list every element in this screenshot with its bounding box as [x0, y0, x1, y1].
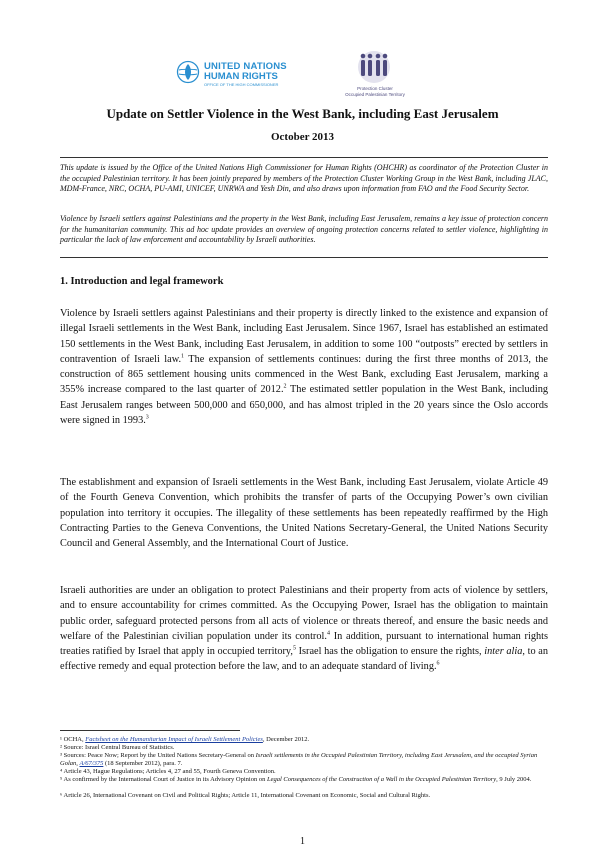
intro-paragraph-1: This update is issued by the Office of the United Nations High Commissioner for Human Rights (OHCHR) as coordinator of the Protection Cluster in the occupied Palestinian territory. It has been jointly prepared by members of the Protection Cluster Working Group in the West Bank, including JLAC, MDM-France, NRC, OCHA, PU-AMI, UNICEF, UNRWA and Yesh Din, and also draws upon information from FAO and the Food Security Sector.: [60, 163, 548, 194]
footnote-3: [60, 752, 548, 768]
intro-box: [60, 157, 548, 258]
fn3-pre: ³ Sources: Peace Now; Report by the United Nations Secretary-General on: [60, 752, 256, 759]
fn1-link[interactable]: Factsheet on the Humanitarian Impact of Israeli Settlement Policies: [85, 736, 263, 743]
footnote-separator: [60, 730, 240, 731]
section-heading: 1. Introduction and legal framework: [60, 276, 224, 287]
footnote-ref-6[interactable]: 6: [436, 661, 440, 668]
un-human-rights-emblem-icon: [176, 60, 200, 84]
p3-text-d: , to an effective remedy and equal protection before the law, and to an adequate standard of living.: [60, 646, 548, 673]
footnote-4: ⁴ Article 43, Hague Regulations; Articles 4, 27 and 55, Fourth Geneva Convention.: [60, 768, 276, 775]
protection-cluster-logo: [330, 50, 420, 104]
p1-text-b: The expansion of settlements continues: during the first three months of 2013, the construction of 865 settlement housing units commenced in the West Bank, excluding East Jerusalem, marking a 355% increase compared to the last quarter of 2012.: [60, 353, 548, 396]
page-number: 1: [300, 836, 305, 847]
p3-inter-alia: inter alia: [484, 646, 523, 658]
fn3-link[interactable]: A/67/375: [79, 759, 104, 767]
un-human-rights-logo: [176, 58, 296, 98]
fn5-ital: Legal Consequences of the Construction of a Wall in the Occupied Palestinian Territory: [267, 776, 497, 783]
p1-text-c: The estimated settler population in the West Bank, including East Jerusalem ranges between 500,000 and 650,000, and has almost tripled in the 20 years since the Oslo accords were signed in 1993.: [60, 384, 548, 427]
body-paragraph-2: The establishment and expansion of Israeli settlements in the West Bank, including East Jerusalem, violate Article 49 of the Fourth Geneva Convention, which prohibits the transfer of parts of the Occupying Power’s own civilian population into territory it occupies. The illegality of these settlements has been repeatedly reaffirmed by the High Contracting Parties to the Geneva Conventions, the United Nations Secretary-General, the United Nations Security Council and General Assembly, and the International Court of Justice.: [60, 477, 548, 550]
un-logo-line1: UNITED NATIONS: [204, 61, 287, 72]
fn1-pre: ¹ OCHA,: [60, 736, 86, 743]
un-logo-line2: HUMAN RIGHTS: [204, 71, 278, 82]
footnote-6: ⁶ Article 26, International Covenant on Civil and Political Rights; Article 11, International Covenant on Economic, Social and Cultural Rights.: [60, 792, 431, 799]
fn3-post: (18 September 2012), para. 7.: [103, 759, 183, 767]
footnote-5: [60, 776, 548, 784]
footnote-ref-2[interactable]: 2: [283, 384, 287, 391]
intro-paragraph-2: Violence by Israeli settlers against Palestinians and the property in the West Bank, including East Jerusalem, remains a key issue of protection concern for the humanitarian community. This ad hoc update provides an overview of ongoing protection concerns related to settler violence, highlighting in particular the lack of law enforcement and accountability by Israeli authorities.: [60, 214, 548, 245]
un-logo-line3: OFFICE OF THE HIGH COMMISSIONER: [204, 82, 279, 87]
footnote-2: ² Source: Israel Central Bureau of Statistics.: [60, 744, 175, 751]
p3-text-b: In addition, pursuant to international human rights treaties ratified by Israel that apply in occupied territory,: [60, 630, 549, 658]
footnote-1: [60, 736, 548, 744]
fn5-pre: ⁵ As confirmed by the International Court of Justice in its Advisory Opinion on: [60, 776, 267, 783]
footnote-ref-5[interactable]: 5: [292, 645, 296, 652]
footnote-ref-1[interactable]: 1: [181, 353, 185, 360]
body-paragraph-1: [60, 306, 548, 428]
un-logo-text: [204, 62, 287, 88]
protection-cluster-line2: Occupied Palestinian Territory: [345, 92, 405, 97]
fn1-post: , December 2012.: [262, 736, 310, 743]
p3-text-a: Israeli authorities are under an obligation to protect Palestinians and their property from acts of violence by settlers, and to ensure accountability for crimes committed. As the Occupying Power, Israel has the obligation to maintain public order, safeguard protected persons from all acts of violence or threats thereof, and ensure the basic needs and welfare of the Palestinian civilian population under its control.: [60, 585, 548, 642]
p3-text-c: Israel has the obligation to ensure the rights,: [295, 646, 485, 658]
fn3-mid: ,: [76, 759, 80, 767]
footnote-ref-4[interactable]: 4: [326, 630, 330, 637]
fn3-ital: Israeli settlements in the Occupied Palestinian Territory, including East Jerusalem, and the occupied Syrian Golan: [60, 752, 538, 767]
document-date: October 2013: [270, 131, 335, 143]
document-title: Update on Settler Violence in the West Bank, including East Jerusalem: [106, 106, 499, 121]
protection-cluster-line1: Protection Cluster: [357, 86, 393, 91]
protection-cluster-emblem-icon: [349, 50, 399, 84]
p1-text-a: Violence by Israeli settlers against Palestinians and their property is directly linked to the existence and expansion of illegal Israeli settlements in the West Bank, including East Jerusalem. Since 1967, Israel has established an estimated 150 settlements in the West Bank, including East Jerusalem, in addition to some 100 “outposts” erected by settlers in contravention of Israeli law.: [60, 308, 548, 365]
fn5-post: , 9 July 2004.: [496, 776, 532, 783]
footnote-ref-3[interactable]: 3: [145, 414, 149, 421]
body-paragraph-3: [60, 583, 548, 675]
